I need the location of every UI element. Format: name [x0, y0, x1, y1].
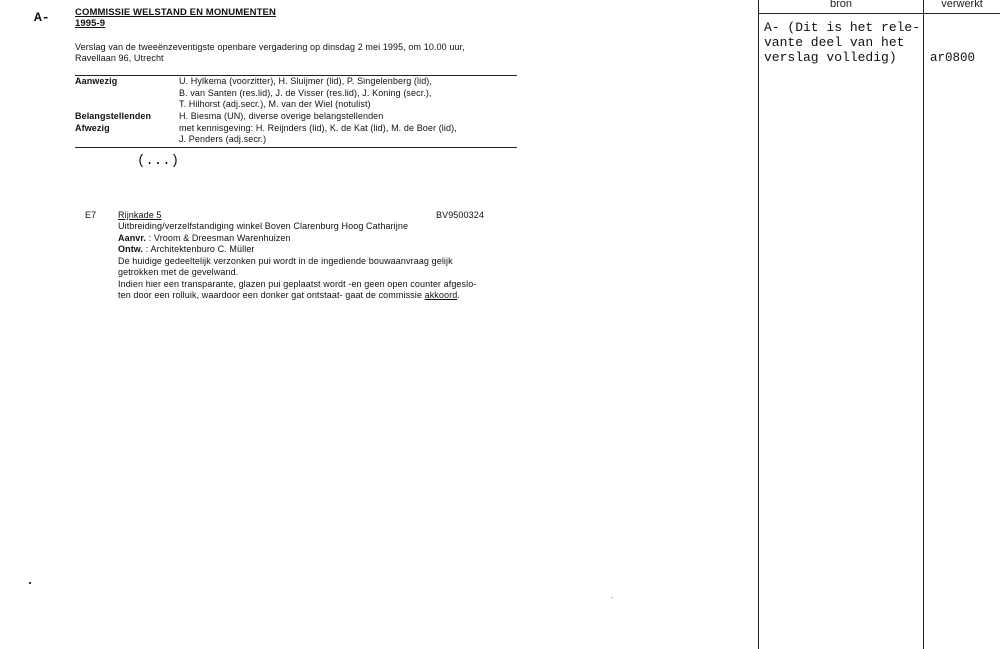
- item-ontw: [118, 244, 255, 256]
- column-header-bron: bron: [829, 0, 853, 10]
- margin-marker: A-: [34, 10, 50, 25]
- item-description: Uitbreiding/verzelfstandiging winkel Boven Clarenburg Hoog Catharijne: [118, 221, 409, 231]
- scan-speck: [29, 582, 31, 584]
- item-code: E7: [85, 210, 97, 220]
- item-body-line-1: De huidige gedeeltelijk verzonken pui wordt in de ingediende bouwaanvraag gelijk: [118, 256, 453, 266]
- bron-note-line-1: A- (Dit is het rele-: [764, 20, 921, 35]
- ontw-value: : Architektenburo C. Müller: [145, 244, 255, 254]
- item-body-end: .: [457, 290, 460, 300]
- panel-column-divider: [923, 0, 924, 649]
- item-body-line-4-text: ten door een rolluik, waardoor een donker gat ontstaat- gaat de commissie: [118, 290, 422, 300]
- item-verdict: akkoord: [424, 290, 458, 300]
- item-body-line-3: Indien hier een transparante, glazen pui geplaatst wordt -en geen open counter afgeslo-: [118, 279, 477, 289]
- aanvr-label: Aanvr.: [118, 233, 147, 243]
- aanwezig-label: Aanwezig: [75, 76, 118, 86]
- aanwezig-line-2: B. van Santen (res.lid), J. de Visser (res.lid), J. Koning (secr.),: [179, 88, 432, 98]
- item-body-line-4: [118, 290, 460, 302]
- omission-ellipsis: (...): [137, 153, 180, 169]
- item-case-number: BV9500324: [436, 210, 484, 220]
- belangstellenden-value: H. Biesma (UN), diverse overige belangstellenden: [179, 111, 384, 121]
- item-body-line-2: getrokken met de gevelwand.: [118, 267, 239, 277]
- scan-speck: [611, 597, 613, 598]
- report-ref: 1995-9: [75, 18, 106, 29]
- afwezig-label: Afwezig: [75, 123, 110, 133]
- aanwezig-line-1: U. Hylkema (voorzitter), H. Sluijmer (lid), P. Singelenberg (lid),: [179, 76, 433, 86]
- item-address: Rijnkade 5: [118, 210, 162, 220]
- org-title: COMMISSIE WELSTAND EN MONUMENTEN: [75, 7, 276, 18]
- afwezig-line-2: J. Penders (adj.secr.): [179, 134, 267, 144]
- bron-note-line-2: vante deel van het: [764, 35, 905, 50]
- intro-line-1: Verslag van de tweeënzeventigste openbare vergadering op dinsdag 2 mei 1995, om 10.00 uur,: [75, 42, 465, 52]
- aanvr-value: : Vroom & Dreesman Warenhuizen: [148, 233, 291, 243]
- attendance-bottom-rule: [75, 147, 517, 148]
- item-aanvr: [118, 233, 291, 245]
- afwezig-line-1: met kennisgeving: H. Reijnders (lid), K. de Kat (lid), M. de Boer (lid),: [179, 123, 457, 133]
- panel-header-rule: [758, 13, 1000, 14]
- panel-left-border: [758, 0, 759, 649]
- column-header-verwerkt: verwerkt: [941, 0, 983, 10]
- archive-code: ar0800: [930, 51, 976, 65]
- intro-line-2: Ravellaan 96, Utrecht: [75, 53, 164, 63]
- bron-note-line-3: verslag volledig): [764, 50, 897, 65]
- belangstellenden-label: Belangstellenden: [75, 111, 152, 121]
- aanwezig-line-3: T. Hilhorst (adj.secr.), M. van der Wiel (notulist): [179, 99, 371, 109]
- ontw-label: Ontw.: [118, 244, 144, 254]
